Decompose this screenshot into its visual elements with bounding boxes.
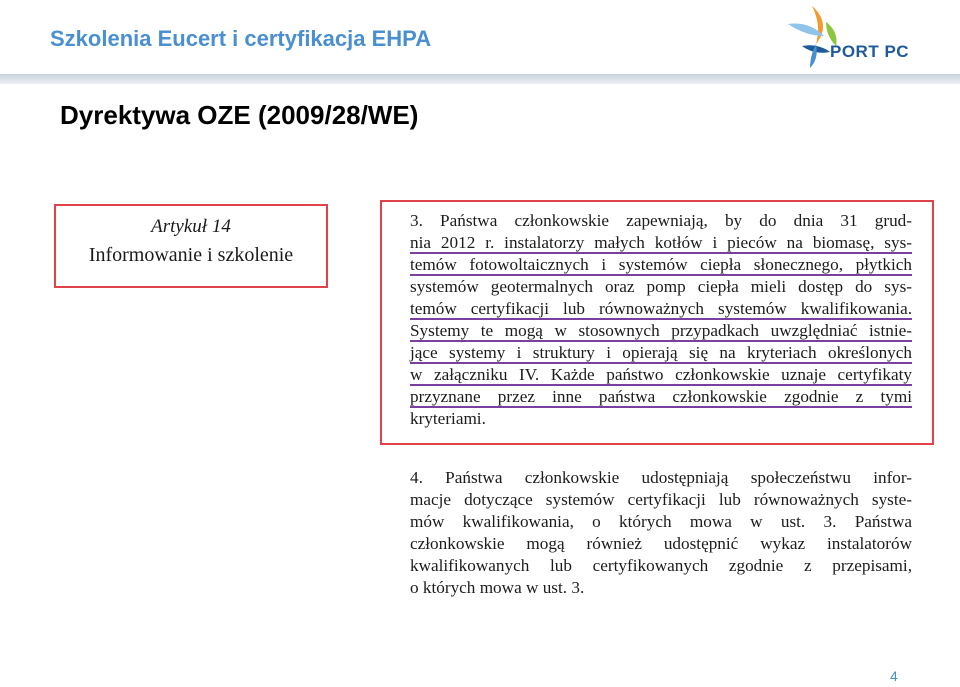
header-divider bbox=[0, 74, 960, 84]
underlined-text: temów fotowoltaicznych i systemów ciepła słonecznego, płytkich bbox=[410, 255, 912, 274]
underlined-text: w załączniku IV. Każde państwo członkowskie uznaje certyfikaty bbox=[410, 365, 912, 384]
underlined-text: Systemy te mogą w stosownych przypadkach uwzględniać istnie- bbox=[410, 321, 912, 340]
paragraph-4-line: o których mowa w ust. 3. bbox=[410, 578, 585, 597]
paragraph-3-line: systemów geotermalnych oraz pomp ciepła mieli dostęp do sys- bbox=[410, 277, 912, 296]
presentation-title: Szkolenia Eucert i certyfikacja EHPA bbox=[50, 26, 432, 51]
article-number: Artykuł 14 bbox=[151, 216, 231, 237]
paragraph-3 bbox=[410, 210, 912, 430]
paragraph-4-line: członkowskie mogą również udostępnić wykaz instalatorów bbox=[410, 534, 912, 553]
paragraph-3-line bbox=[410, 342, 912, 364]
underlined-text: jące systemy i struktury i opierają się na kryteriach określonych bbox=[410, 343, 912, 362]
paragraph-3-line bbox=[410, 232, 912, 254]
article-name: Informowanie i szkolenie bbox=[88, 244, 294, 266]
page-number: 4 bbox=[890, 668, 898, 684]
underlined-text: temów certyfikacji lub równoważnych systemów kwalifikowania. bbox=[410, 299, 912, 318]
paragraph-3-line bbox=[410, 254, 912, 276]
paragraph-3-line bbox=[410, 320, 912, 342]
port-pc-logo bbox=[782, 0, 922, 72]
slide-title: Dyrektywa OZE (2009/28/WE) bbox=[60, 100, 419, 130]
article-box bbox=[54, 204, 328, 288]
paragraph-3-line bbox=[410, 298, 912, 320]
paragraph-3-line bbox=[410, 364, 912, 386]
paragraph-3-line: 3. Państwa członkowskie zapewniają, by do dnia 31 grud- bbox=[410, 211, 912, 230]
paragraph-4-line: macje dotyczące systemów certyfikacji lub równoważnych syste- bbox=[410, 490, 912, 509]
paragraph-4-line: kwalifikowanych lub certyfikowanych zgodnie z przepisami, bbox=[410, 556, 912, 575]
logo-text: PORT PC bbox=[830, 42, 910, 61]
paragraph-4-line: mów kwalifikowania, o których mowa w ust. 3. Państwa bbox=[410, 512, 912, 531]
paragraph-3-line bbox=[410, 386, 912, 408]
underlined-text: nia 2012 r. instalatorzy małych kotłów i pieców na biomasę, sys- bbox=[410, 233, 912, 252]
underlined-text: przyznane przez inne państwa członkowskie zgodnie z tymi bbox=[410, 387, 912, 406]
paragraph-3-line: kryteriami. bbox=[410, 409, 486, 428]
paragraph-4 bbox=[410, 467, 912, 599]
paragraph-4-line: 4. Państwa członkowskie udostępniają społeczeństwu infor- bbox=[410, 468, 912, 487]
